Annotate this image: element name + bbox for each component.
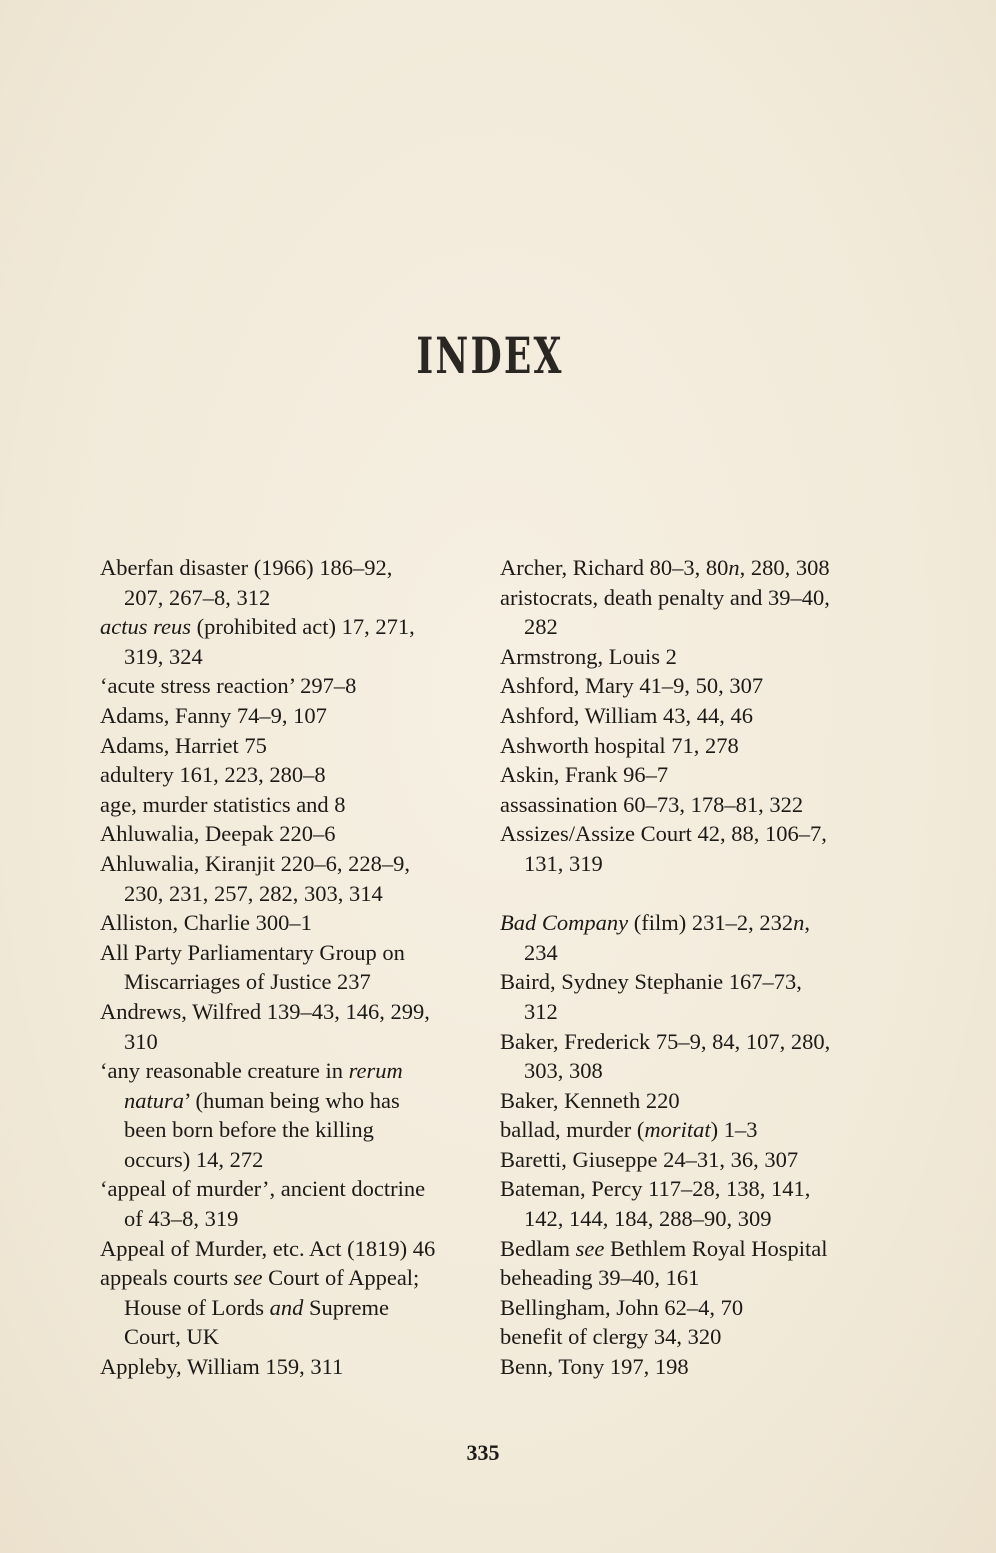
entry-text: actus reus [100,614,192,640]
index-entry [500,790,895,820]
entry-text: Ahluwalia, Deepak 220–6 [100,821,336,847]
index-column-right [500,553,895,1382]
entry-text: age, murder statistics and 8 [100,791,346,817]
entry-line [100,819,495,849]
index-entry [100,997,495,1056]
entry-text: and [269,1294,304,1320]
entry-text: Bethlem Royal Hospital [604,1235,828,1261]
index-entry [500,1145,895,1175]
entry-line [100,1056,495,1086]
entry-text: Court of Appeal; [262,1265,420,1291]
entry-line [500,642,895,672]
entry-line [500,1145,895,1175]
index-entry [500,1027,895,1086]
entry-text: Ahluwalia, Kiranjit 220–6, 228–9, [100,850,410,876]
entry-line [100,701,495,731]
index-entry [100,908,495,938]
index-entry [500,1293,895,1323]
entry-text: 234 [524,939,558,965]
entry-continuation-line [100,1086,495,1116]
entry-line [500,731,895,761]
index-column-left [100,553,495,1382]
index-entry [100,760,495,790]
entry-text: ‘acute stress reaction’ 297–8 [100,673,357,699]
index-entry [500,701,895,731]
entry-continuation-line [500,938,895,968]
entry-continuation-line [100,583,495,613]
entry-text: assassination 60–73, 178–81, 322 [500,791,804,817]
entry-text: natura [124,1087,185,1113]
index-entry [500,1174,895,1233]
index-entry [100,938,495,997]
entry-text: ) 1–3 [710,1117,758,1143]
letter-gap [500,879,895,909]
entry-text: Supreme [303,1294,389,1320]
index-entry [500,583,895,642]
entry-text: Baretti, Giuseppe 24–31, 36, 307 [500,1146,799,1172]
entry-line [500,760,895,790]
index-entry [500,1086,895,1116]
entry-continuation-line [100,1322,495,1352]
entry-text: Assizes/Assize Court 42, 88, 106–7, [500,821,827,847]
entry-line [500,1263,895,1293]
index-entry [500,731,895,761]
entry-line [500,967,895,997]
index-entry [100,849,495,908]
entry-line [500,790,895,820]
entry-text: 207, 267–8, 312 [124,584,271,610]
index-entry [100,1352,495,1382]
entry-text: 131, 319 [524,850,603,876]
index-entry [500,760,895,790]
entry-continuation-line [100,1145,495,1175]
entry-text: Armstrong, Louis 2 [500,643,677,669]
entry-text: 319, 324 [124,643,203,669]
entry-text: Miscarriages of Justice 237 [124,969,371,995]
entry-text: 303, 308 [524,1058,603,1084]
entry-text: Ashworth hospital 71, 278 [500,732,739,758]
entry-line [500,908,895,938]
entry-line [500,671,895,701]
index-entry [100,612,495,671]
entry-line [500,1293,895,1323]
entry-text: ‘any reasonable creature in [100,1058,349,1084]
page-number: 335 [466,1440,500,1465]
index-entry [500,1234,895,1264]
entry-line [500,1322,895,1352]
entry-line [500,1027,895,1057]
index-entry [500,553,895,583]
entry-line [100,1234,495,1264]
entry-line [100,908,495,938]
entry-line [500,553,895,583]
entry-text: appeals courts [100,1265,234,1291]
entry-text: 142, 144, 184, 288–90, 309 [524,1206,772,1232]
entry-line [500,1234,895,1264]
entry-text: occurs) 14, 272 [124,1146,264,1172]
entry-line [100,849,495,879]
entry-text: Askin, Frank 96–7 [500,762,669,788]
entry-text: 282 [524,614,558,640]
index-heading: INDEX [416,326,564,385]
index-entry [100,671,495,701]
entry-line [100,671,495,701]
entry-continuation-line [100,1027,495,1057]
entry-text: Baker, Frederick 75–9, 84, 107, 280, [500,1028,831,1054]
entry-continuation-line [100,1293,495,1323]
entry-text: n [793,910,805,936]
index-entry [100,553,495,612]
index-entry [100,701,495,731]
entry-line [100,1174,495,1204]
entry-continuation-line [500,849,895,879]
entry-text: Ashford, Mary 41–9, 50, 307 [500,673,764,699]
entry-text: (film) 231–2, 232 [628,910,794,936]
entry-continuation-line [500,1056,895,1086]
index-entry [500,1263,895,1293]
entry-text: benefit of clergy 34, 320 [500,1324,722,1350]
entry-text: beheading 39–40, 161 [500,1265,700,1291]
entry-text: Archer, Richard 80–3, 80 [500,555,729,580]
entry-text: Baker, Kenneth 220 [500,1087,680,1113]
entry-text: of 43–8, 319 [124,1206,239,1232]
entry-text: 230, 231, 257, 282, 303, 314 [124,880,383,906]
index-entry [100,1056,495,1174]
entry-text: ’ (human being who has [184,1087,400,1113]
entry-continuation-line [100,967,495,997]
index-entry [500,1115,895,1145]
entry-line [100,997,495,1027]
entry-text: , 280, 308 [739,555,830,580]
entry-text: adultery 161, 223, 280–8 [100,762,326,788]
entry-text: All Party Parliamentary Group on [100,939,405,965]
entry-text: 310 [124,1028,158,1054]
entry-line [100,760,495,790]
entry-text: see [575,1235,605,1261]
entry-text: Adams, Harriet 75 [100,732,267,758]
entry-text: ‘appeal of murder’, ancient doctrine [100,1176,426,1202]
entry-line [100,938,495,968]
entry-text: ballad, murder ( [500,1117,645,1143]
index-entry [500,1352,895,1382]
index-entry [500,1322,895,1352]
entry-continuation-line [500,612,895,642]
entry-text: Adams, Fanny 74–9, 107 [100,702,327,728]
entry-continuation-line [100,1204,495,1234]
entry-text: Appleby, William 159, 311 [100,1354,344,1380]
index-entry [500,819,895,878]
entry-line [100,1263,495,1293]
entry-continuation-line [100,879,495,909]
entry-line [500,1174,895,1204]
entry-text: Court, UK [124,1324,219,1350]
index-entry [500,671,895,701]
entry-text: , [804,910,810,936]
entry-continuation-line [100,642,495,672]
index-entry [100,1263,495,1352]
index-entry [100,790,495,820]
entry-text: Bad Company [500,910,629,936]
entry-text: Aberfan disaster (1966) 186–92, [100,555,393,580]
entry-line [100,612,495,642]
entry-text: Benn, Tony 197, 198 [500,1354,689,1380]
entry-line [500,701,895,731]
entry-text: Andrews, Wilfred 139–43, 146, 299, [100,998,430,1024]
entry-continuation-line [100,1115,495,1145]
entry-line [500,1352,895,1382]
index-entry [500,908,895,967]
entry-line [100,731,495,761]
entry-line [500,819,895,849]
entry-line [500,583,895,613]
index-entry [100,819,495,849]
entry-line [500,1115,895,1145]
index-entry [100,1234,495,1264]
entry-text: House of Lords [124,1294,270,1320]
entry-line [100,1352,495,1382]
entry-text: Bateman, Percy 117–28, 138, 141, [500,1176,811,1202]
entry-text: aristocrats, death penalty and 39–40, [500,584,830,610]
entry-continuation-line [500,1204,895,1234]
index-entry [500,967,895,1026]
entry-text: Bedlam [500,1235,576,1261]
entry-text: (prohibited act) 17, 271, [191,614,415,640]
index-entry [500,642,895,672]
entry-text: n [728,555,740,580]
entry-text: Appeal of Murder, etc. Act (1819) 46 [100,1235,436,1261]
entry-text: Alliston, Charlie 300–1 [100,910,312,936]
entry-text: been born before the killing [124,1117,374,1143]
index-entry [100,731,495,761]
entry-text: 312 [524,998,558,1024]
index-entry [100,1174,495,1233]
entry-continuation-line [500,997,895,1027]
entry-text: Bellingham, John 62–4, 70 [500,1294,744,1320]
entry-line [500,1086,895,1116]
entry-text: Baird, Sydney Stephanie 167–73, [500,969,802,995]
entry-line [100,553,495,583]
entry-text: Ashford, William 43, 44, 46 [500,702,754,728]
entry-line [100,790,495,820]
entry-text: rerum [348,1058,403,1084]
entry-text: moritat [644,1117,711,1143]
entry-text: see [233,1265,263,1291]
